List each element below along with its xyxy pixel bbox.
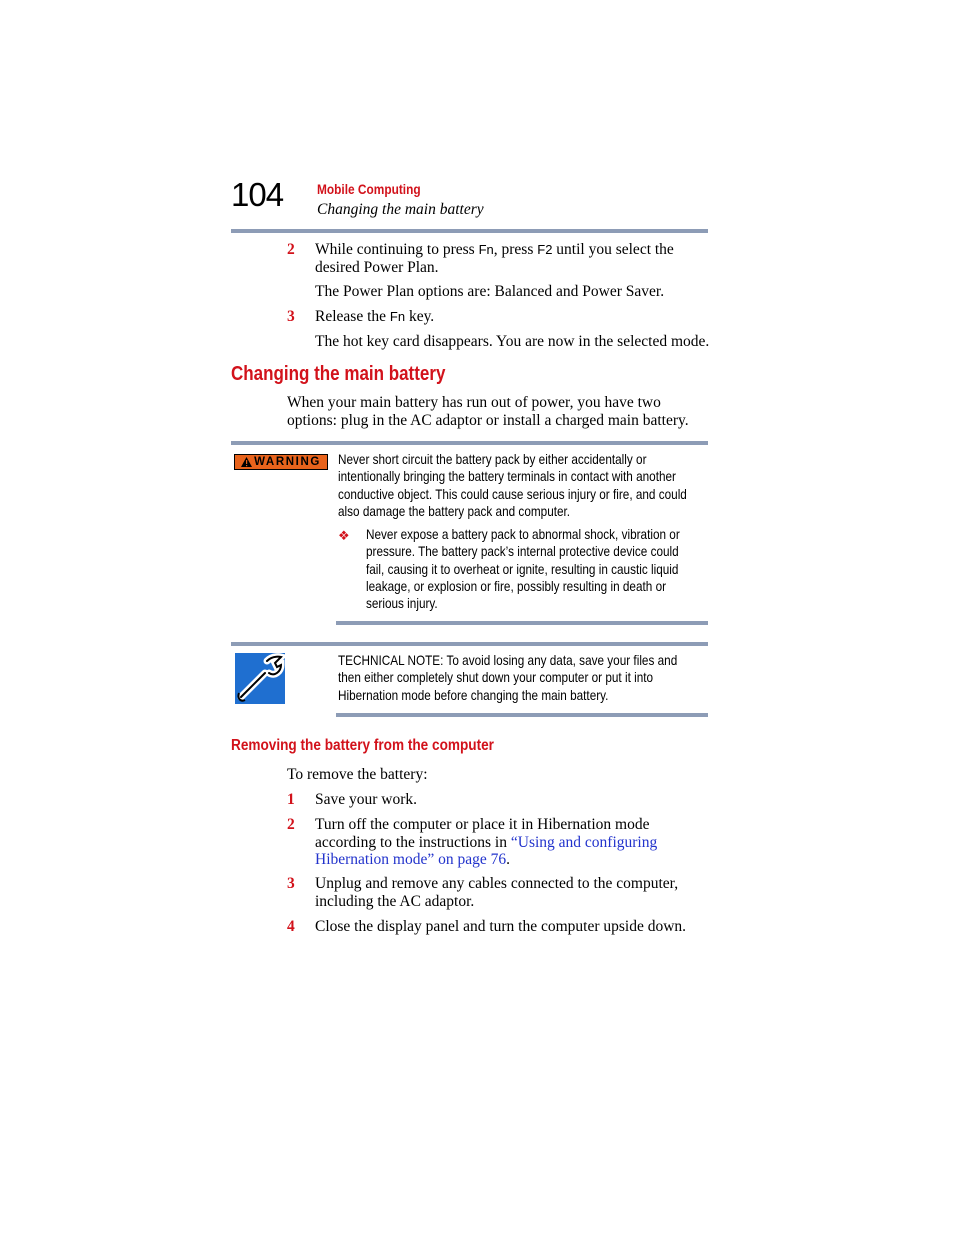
technote-top-rule: [231, 642, 708, 646]
cross-reference-link[interactable]: Hibernation mode” on page 76: [315, 851, 507, 868]
warning-bullet-text: Never expose a battery pack to abnormal shock, vibration or pressure. The battery pack’s internal protective device could fail, causing it to overheat or ignite, resulting in caustic liquid leakage, or explosion or fire, possibly resulting in death or serious injury.: [366, 526, 680, 612]
wrench-icon: [235, 653, 285, 704]
key-fn: Fn: [389, 309, 406, 324]
warning-triangle-icon: [241, 457, 252, 467]
warning-top-rule: [231, 441, 708, 445]
step-number: 2: [287, 816, 295, 833]
step-followup: The Power Plan options are: Balanced and Power Saver.: [315, 283, 665, 300]
section-heading: Changing the main battery: [231, 363, 446, 385]
step-number: 3: [287, 875, 295, 892]
technote-bottom-rule: [336, 713, 708, 717]
step-number: 4: [287, 918, 295, 935]
step-text: Unplug and remove any cables connected to the computer, including the AC adaptor.: [315, 875, 679, 910]
section-subtitle: Changing the main battery: [317, 201, 484, 218]
section-intro: When your main battery has run out of power, you have two options: plug in the AC adaptor or install a charged main battery.: [287, 394, 689, 429]
step-text: Save your work.: [315, 791, 418, 808]
step-text: Release the Fn key.: [315, 308, 435, 325]
chapter-title: Mobile Computing: [317, 182, 421, 197]
warning-text: Never short circuit the battery pack by either accidentally or intentionally bringing the battery terminals in contact with another conductive object. This could cause serious injury or fire, and could also damage the battery pack and computer.: [338, 451, 687, 519]
key-f2: F2: [537, 242, 553, 257]
technote-text: TECHNICAL NOTE: To avoid losing any data, save your files and then either completely shut down your computer or put it into Hibernation mode before changing the main battery.: [338, 652, 678, 703]
header-rule: [231, 229, 708, 233]
warning-bottom-rule: [336, 621, 708, 625]
page-number: 104: [231, 176, 284, 213]
step-text: Turn off the computer or place it in Hibernation mode according to the instructions in “Using and configuring Hibernation mode” on page 76.: [315, 816, 658, 868]
bullet-diamond-icon: ❖: [338, 528, 350, 543]
step-text: Close the display panel and turn the computer upside down.: [315, 918, 687, 935]
subsection-intro: To remove the battery:: [287, 766, 428, 783]
step-number: 1: [287, 791, 295, 808]
step-number: 2: [287, 241, 295, 258]
step-followup: The hot key card disappears. You are now in the selected mode.: [315, 333, 710, 350]
warning-label: WARNING: [254, 456, 321, 468]
step-number: 3: [287, 308, 295, 325]
cross-reference-link[interactable]: “Using and configuring: [510, 833, 658, 851]
subsection-heading: Removing the battery from the computer: [231, 737, 494, 754]
step-text: While continuing to press Fn, press F2 until you select the desired Power Plan.: [315, 241, 674, 276]
key-fn: Fn: [478, 242, 494, 257]
warning-badge: [234, 454, 328, 470]
